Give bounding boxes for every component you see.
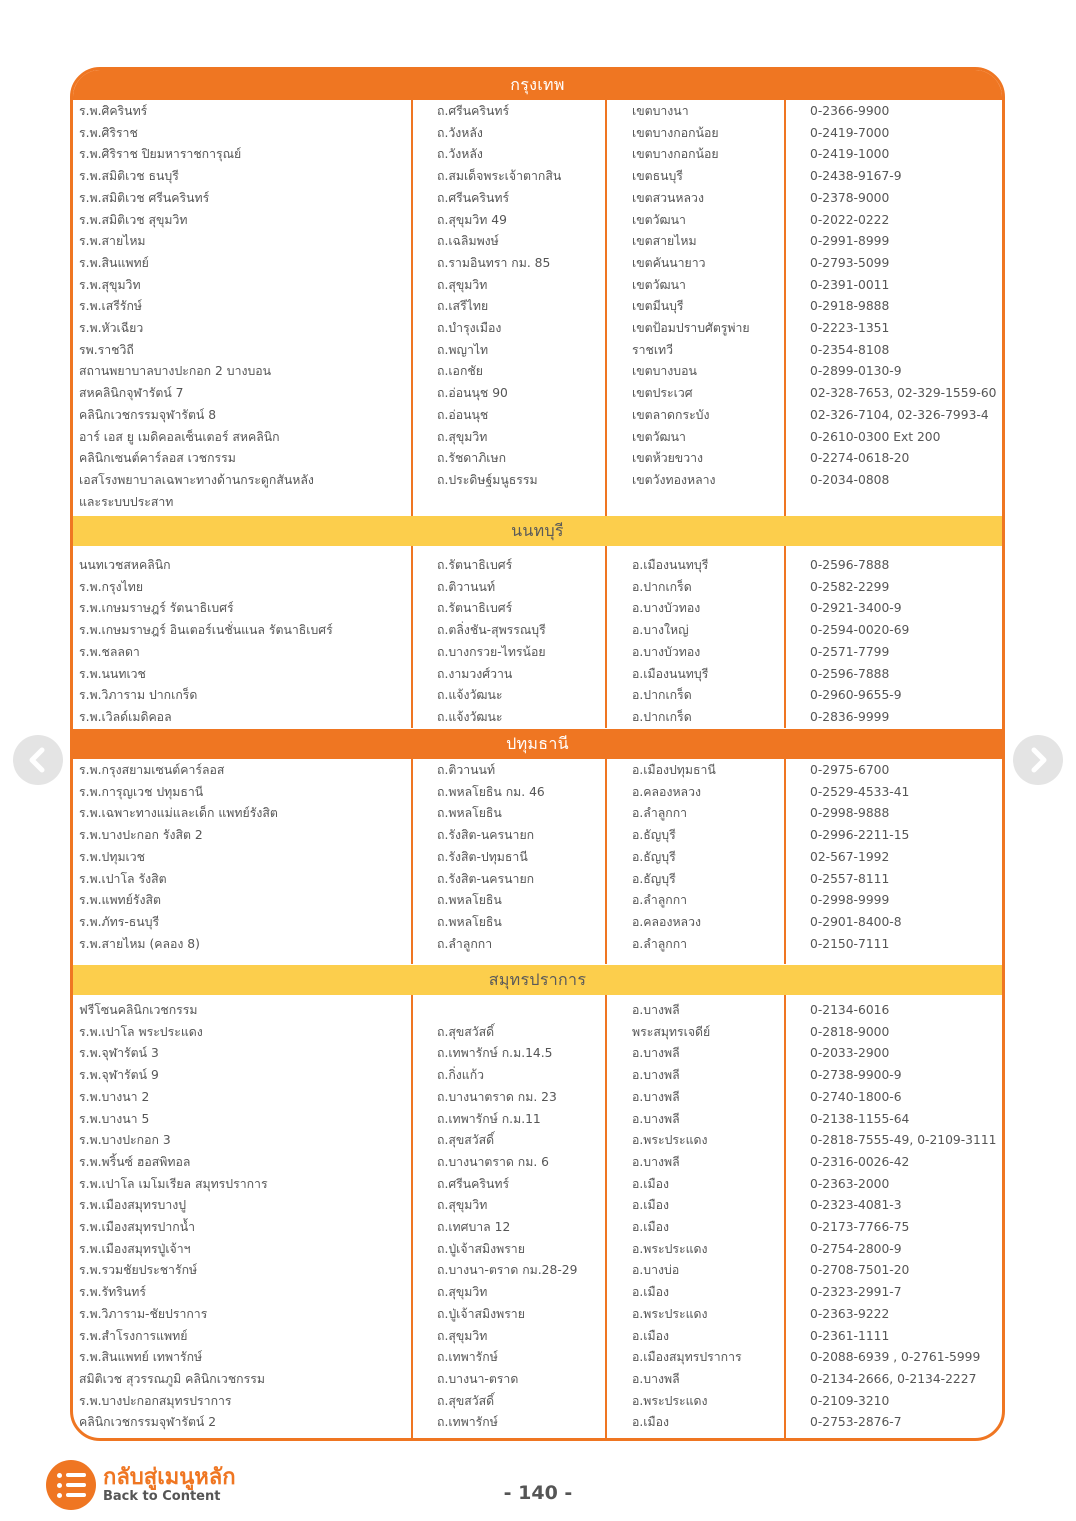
table-row xyxy=(73,275,1002,297)
road: ถ.วังหลัง xyxy=(437,125,483,140)
phone: 0-2173-7766-75 xyxy=(810,1220,910,1234)
hospital-name: สหคลินิกจุฬารัตน์ 7 xyxy=(79,386,184,401)
district: อ.บางพลี xyxy=(632,1003,680,1017)
road: ถ.บางนาตราด กม. 23 xyxy=(437,1089,557,1104)
phone: 0-2998-9999 xyxy=(810,893,890,908)
hospital-name: ร.พ.บางปะกอก 3 xyxy=(79,1133,171,1148)
district: อ.บางบ่อ xyxy=(632,1263,680,1278)
district: อ.เมือง xyxy=(632,1328,669,1343)
hospital-name: ร.พ.ภัทร-ธนบุรี xyxy=(79,914,160,929)
road: ถ.เทพารักษ์ ก.ม.14.5 xyxy=(437,1046,553,1061)
road: ถ.ปู่เจ้าสมิงพราย xyxy=(437,1241,525,1256)
phone: 0-2363-2000 xyxy=(810,1176,890,1191)
road: ถ.อ่อนนุช xyxy=(437,407,489,422)
hospital-name: ร.พ.กรุงไทย xyxy=(79,579,144,594)
phone: 0-2419-1000 xyxy=(810,147,890,162)
district: อ.เมืองนนทบุรี xyxy=(632,666,709,681)
road: ถ.รังสิต-นครนายก xyxy=(437,828,535,843)
road: ถ.เทพารักษ์ ก.ม.11 xyxy=(437,1111,541,1126)
road: ถ.บางนา-ตราด xyxy=(437,1371,519,1386)
hospital-name: ร.พ.เปาโล รังสิต xyxy=(79,871,167,886)
district: อ.บางพลี xyxy=(632,1046,680,1061)
table-row xyxy=(73,869,1002,891)
hospital-name: คลินิกเซนต์คาร์ลอส เวชกรรม xyxy=(79,451,236,466)
district: เขตบางกอกน้อย xyxy=(632,147,719,162)
section-body xyxy=(73,759,1002,964)
phone: 0-2818-9000 xyxy=(810,1024,890,1039)
road: ถ.พหลโยธิน xyxy=(437,893,502,908)
table-row xyxy=(73,664,1002,686)
phone: 0-2899-0130-9 xyxy=(810,364,902,379)
phone: 0-2793-5099 xyxy=(810,255,890,270)
road: ถ.รัชดาภิเษก xyxy=(437,451,507,466)
district: อ.ปากเกร็ด xyxy=(632,688,692,703)
hospital-name: ร.พ.สำโรงการแพทย์ xyxy=(79,1328,188,1343)
phone: 0-2571-7799 xyxy=(810,644,890,659)
table-row xyxy=(73,1260,1002,1282)
hospital-name: ฟรีโซนคลินิกเวชกรรม xyxy=(79,1003,198,1017)
table-row xyxy=(73,123,1002,145)
road: ถ.งามวงศ์วาน xyxy=(437,666,513,681)
table-row xyxy=(73,1130,1002,1152)
road: ถ.ลำลูกกา xyxy=(437,936,493,951)
district: เขตวังทองหลาง xyxy=(632,472,716,487)
section-header: สมุทรปราการ xyxy=(73,965,1002,995)
hospital-name: ร.พ.สินแพทย์ เทพารักษ์ xyxy=(79,1350,203,1365)
district: อ.บางพลี xyxy=(632,1068,680,1083)
district: เขตบางบอน xyxy=(632,364,697,379)
district: พระสมุทรเจดีย์ xyxy=(632,1024,711,1039)
phone: 0-2366-9900 xyxy=(810,104,890,118)
table-row xyxy=(73,825,1002,847)
hospital-name: สมิติเวช สุวรรณภูมิ คลินิกเวชกรรม xyxy=(79,1371,265,1386)
road: ถ.เทพารักษ์ xyxy=(437,1415,498,1430)
phone: 0-2274-0618-20 xyxy=(810,451,910,466)
prev-page-button[interactable] xyxy=(13,735,63,785)
road: ถ.ศรีนครินทร์ xyxy=(437,190,510,205)
road: ถ.รัตนาธิเบศร์ xyxy=(437,601,513,616)
road: ถ.รามอินทรา กม. 85 xyxy=(437,255,551,270)
phone: 0-2138-1155-64 xyxy=(810,1111,910,1126)
district: อ.เมือง xyxy=(632,1198,669,1213)
district: อ.เมือง xyxy=(632,1415,669,1430)
table-row xyxy=(73,803,1002,825)
section-body xyxy=(73,546,1002,728)
phone: 0-2708-7501-20 xyxy=(810,1263,910,1278)
district: อ.ธัญบุรี xyxy=(632,871,676,886)
phone: 0-2996-2211-15 xyxy=(810,828,910,843)
phone: 0-2109-3210 xyxy=(810,1393,890,1408)
hospital-name: ร.พ.บางนา 2 xyxy=(79,1089,150,1104)
table-row xyxy=(73,1347,1002,1369)
phone: 0-2323-4081-3 xyxy=(810,1198,902,1213)
road: ถ.สุขุมวิท 49 xyxy=(437,212,507,227)
section-header: นนทบุรี xyxy=(73,516,1002,546)
section-body xyxy=(73,995,1002,1441)
hospital-name: ร.พ.ปทุมเวช xyxy=(79,849,145,864)
phone: 0-2754-2800-9 xyxy=(810,1241,902,1256)
hospital-name: ร.พ.ศิครินทร์ xyxy=(79,104,148,118)
road: ถ.สุขสวัสดิ์ xyxy=(437,1133,495,1148)
hospital-name: ร.พ.สุขุมวิท xyxy=(79,277,141,292)
hospital-name: คลินิกเวชกรรมจุฬารัตน์ 2 xyxy=(79,1415,217,1430)
hospital-name: ร.พ.บางนา 5 xyxy=(79,1111,150,1126)
table-row xyxy=(73,577,1002,599)
hospital-name: ร.พ.ศิริราช xyxy=(79,125,138,140)
road: ถ.สุขุมวิท xyxy=(437,1285,488,1300)
district: อ.ปากเกร็ด xyxy=(632,709,692,724)
district: เขตธนบุรี xyxy=(632,169,683,184)
table-row xyxy=(73,1174,1002,1196)
table-row xyxy=(73,405,1002,427)
hospital-name: ร.พ.ชลลดา xyxy=(79,644,140,659)
section-header: กรุงเทพ xyxy=(73,70,1002,100)
phone: 0-2753-2876-7 xyxy=(810,1415,902,1430)
phone: 0-2150-7111 xyxy=(810,936,890,951)
district: เขตคันนายาว xyxy=(632,255,706,270)
road: ถ.พหลโยธิน xyxy=(437,914,502,929)
phone: 0-2391-0011 xyxy=(810,277,890,292)
phone: 0-2818-7555-49, 0-2109-3111 xyxy=(810,1133,997,1148)
table-row xyxy=(73,361,1002,383)
hospital-name: ร.พ.เมืองสมุทรบางปู xyxy=(79,1198,187,1213)
hospital-name: ร.พ.สินแพทย์ xyxy=(79,255,149,270)
road: ถ.เทพารักษ์ xyxy=(437,1350,498,1365)
hospital-name: และระบบประสาท xyxy=(79,494,174,509)
phone: 0-2022-0222 xyxy=(810,212,890,227)
hospital-name: ร.พ.บางปะกอกสมุทรปราการ xyxy=(79,1393,232,1408)
hospital-name: ร.พ.เปาโล เมโมเรียล สมุทรปราการ xyxy=(79,1176,268,1191)
table-row xyxy=(73,470,1002,492)
hospital-name: ร.พ.พริ้นซ์ ฮอสพิทอล xyxy=(79,1154,191,1169)
road: ถ.รังสิต-นครนายก xyxy=(437,871,535,886)
table-row xyxy=(73,782,1002,804)
road: ถ.ติวานนท์ xyxy=(437,763,496,777)
district: เขตป้อมปราบศัตรูพ่าย xyxy=(632,321,750,335)
road: ถ.อ่อนนุช 90 xyxy=(437,386,508,401)
hospital-name: ร.พ.รวมชัยประชารักษ์ xyxy=(79,1263,198,1278)
phone: 0-2921-3400-9 xyxy=(810,601,902,616)
district: อ.เมืองปทุมธานี xyxy=(632,763,716,777)
hospital-name: ร.พ.วิภาราม-ชัยปราการ xyxy=(79,1306,208,1321)
district: อ.ธัญบุรี xyxy=(632,849,676,864)
road: ถ.เสรีไทย xyxy=(437,299,489,314)
table-row xyxy=(73,1326,1002,1348)
hospital-name: ร.พ.เฉพาะทางแม่และเด็ก แพทย์รังสิต xyxy=(79,806,278,821)
table-row xyxy=(73,1282,1002,1304)
page-number: - 140 - xyxy=(503,1482,573,1504)
table-row xyxy=(73,253,1002,275)
chevron-left-icon xyxy=(25,747,51,773)
district: อ.เมือง xyxy=(632,1285,669,1300)
road: ถ.บางนาตราด กม. 6 xyxy=(437,1154,549,1169)
table-row xyxy=(73,1195,1002,1217)
hospital-name: ร.พ.แพทย์รังสิต xyxy=(79,893,161,908)
phone: 02-567-1992 xyxy=(810,849,890,864)
table-row xyxy=(73,340,1002,362)
back-to-menu-link[interactable]: กลับสู่เมนูหลัก xyxy=(103,1465,236,1490)
district: เขตมีนบุรี xyxy=(632,299,684,314)
phone: 0-2594-0020-69 xyxy=(810,623,910,638)
phone: 0-2323-2991-7 xyxy=(810,1285,902,1300)
road: ถ.พหลโยธิน กม. 46 xyxy=(437,784,545,799)
table-row xyxy=(73,847,1002,869)
road: ถ.สุขุมวิท xyxy=(437,1198,488,1213)
phone: 02-328-7653, 02-329-1559-60 xyxy=(810,386,997,401)
hospital-name: ร.พ.เมืองสมุทรปู่เจ้าฯ xyxy=(79,1241,191,1256)
road: ถ.บำรุงเมือง xyxy=(437,321,502,335)
table-row xyxy=(73,934,1002,956)
hospital-name: ร.พ.วิภาราม ปากเกร็ด xyxy=(79,688,198,703)
road: ถ.เอกชัย xyxy=(437,364,483,379)
district: อ.บางพลี xyxy=(632,1111,680,1126)
hospital-name: สถานพยาบาลบางปะกอก 2 บางบอน xyxy=(79,364,272,379)
district: อ.ลำลูกกา xyxy=(632,936,688,951)
road: ถ.ประดิษฐ์มนูธรรม xyxy=(437,472,538,487)
district: เขตบางนา xyxy=(632,104,689,118)
district: เขตวัฒนา xyxy=(632,212,686,227)
table-row xyxy=(73,620,1002,642)
phone: 02-326-7104, 02-326-7993-4 xyxy=(810,407,989,422)
hospital-name: อาร์ เอส ยู เมดิคอลเซ็นเตอร์ สหคลินิก xyxy=(79,429,280,444)
phone: 0-2438-9167-9 xyxy=(810,169,902,184)
district: อ.พระประแดง xyxy=(632,1133,708,1148)
chevron-right-icon xyxy=(1025,747,1051,773)
table-row xyxy=(73,144,1002,166)
table-row xyxy=(73,210,1002,232)
district: อ.ธัญบุรี xyxy=(632,828,676,843)
hospital-name: ร.พ.สมิติเวช ศรีนครินทร์ xyxy=(79,190,210,205)
phone: 0-2088-6939 , 0-2761-5999 xyxy=(810,1350,981,1365)
district: อ.บางพลี xyxy=(632,1154,680,1169)
phone: 0-2901-8400-8 xyxy=(810,914,902,929)
district: อ.บางบัวทอง xyxy=(632,644,701,659)
table-row xyxy=(73,707,1002,729)
road: ถ.สุขสวัสดิ์ xyxy=(437,1024,495,1039)
road: ถ.วังหลัง xyxy=(437,147,483,162)
hospital-table-frame xyxy=(70,67,1005,1441)
district: เขตบางกอกน้อย xyxy=(632,125,719,140)
table-row xyxy=(73,1369,1002,1391)
table-row xyxy=(73,166,1002,188)
district: อ.เมือง xyxy=(632,1220,669,1234)
district: อ.เมือง xyxy=(632,1176,669,1191)
hospital-name: ร.พ.สมิติเวช สุขุมวิท xyxy=(79,212,188,227)
hospital-name: ร.พ.สายไหม (คลอง 8) xyxy=(79,936,200,951)
table-row xyxy=(73,188,1002,210)
phone: 0-2529-4533-41 xyxy=(810,784,910,799)
table-row xyxy=(73,1217,1002,1239)
hospital-name: ร.พ.เสรีรักษ์ xyxy=(79,299,142,314)
district: เขตประเวศ xyxy=(632,386,693,401)
phone: 0-2596-7888 xyxy=(810,666,890,681)
table-row xyxy=(73,231,1002,253)
road: ถ.รังสิต-ปทุมธานี xyxy=(437,849,528,864)
district: อ.บางใหญ่ xyxy=(632,623,689,638)
road: ถ.พหลโยธิน xyxy=(437,806,502,821)
road: ถ.ติวานนท์ xyxy=(437,579,496,594)
table-row xyxy=(73,642,1002,664)
hospital-name: ร.พ.สมิติเวช ธนบุรี xyxy=(79,169,179,184)
hospital-name: ร.พ.เวิลด์เมดิคอล xyxy=(79,709,172,724)
road: ถ.แจ้งวัฒนะ xyxy=(437,709,503,724)
hospital-name: ร.พ.รัทรินทร์ xyxy=(79,1285,146,1300)
phone: 0-2557-8111 xyxy=(810,871,890,886)
table-row xyxy=(73,101,1002,123)
phone: 0-2836-9999 xyxy=(810,709,890,724)
district: อ.พระประแดง xyxy=(632,1241,708,1256)
phone: 0-2960-9655-9 xyxy=(810,688,902,703)
road: ถ.กิ่งแก้ว xyxy=(437,1068,485,1083)
hospital-name: ร.พ.นนทเวช xyxy=(79,666,146,681)
road: ถ.เฉลิมพงษ์ xyxy=(437,234,499,249)
hospital-name: ร.พ.การุญเวช ปทุมธานี xyxy=(79,784,204,799)
road: ถ.รัตนาธิเบศร์ xyxy=(437,558,513,572)
hospital-name: ร.พ.เกษมราษฎร์ รัตนาธิเบศร์ xyxy=(79,601,234,616)
hospital-name: เอสโรงพยาบาลเฉพาะทางด้านกระดูกสันหลัง xyxy=(79,472,314,487)
road: ถ.บางกรวย-ไทรน้อย xyxy=(437,644,546,659)
road: ถ.สุขสวัสดิ์ xyxy=(437,1393,495,1408)
table-row xyxy=(73,1152,1002,1174)
district: อ.บางพลี xyxy=(632,1089,680,1104)
district: เขตสายไหม xyxy=(632,234,697,249)
district: เขตวัฒนา xyxy=(632,429,686,444)
table-row xyxy=(73,1412,1002,1434)
phone: 0-2610-0300 Ext 200 xyxy=(810,429,941,444)
phone: 0-2134-6016 xyxy=(810,1003,890,1017)
hospital-name: ร.พ.ศิริราช ปิยมหาราชการุณย์ xyxy=(79,147,242,162)
phone: 0-2378-9000 xyxy=(810,190,890,205)
district: อ.ปากเกร็ด xyxy=(632,579,692,594)
table-row xyxy=(73,1391,1002,1413)
hospital-name: ร.พ.จุฬารัตน์ 9 xyxy=(79,1068,159,1083)
district: เขตวัฒนา xyxy=(632,277,686,292)
table-row xyxy=(73,598,1002,620)
table-row xyxy=(73,492,1002,514)
phone: 0-2361-1111 xyxy=(810,1328,890,1343)
phone: 0-2991-8999 xyxy=(810,234,890,249)
road: ถ.สุขุมวิท xyxy=(437,277,488,292)
hospital-name: ร.พ.จุฬารัตน์ 3 xyxy=(79,1046,159,1061)
hospital-name: ร.พ.เมืองสมุทรปากน้ำ xyxy=(79,1220,196,1234)
hospital-name: ร.พ.หัวเฉียว xyxy=(79,321,144,335)
table-row xyxy=(73,1109,1002,1131)
district: อ.พระประแดง xyxy=(632,1306,708,1321)
road: ถ.ปู่เจ้าสมิงพราย xyxy=(437,1306,525,1321)
table-row xyxy=(73,1304,1002,1326)
phone: 0-2998-9888 xyxy=(810,806,890,821)
district: เขตลาดกระบัง xyxy=(632,407,710,422)
phone: 0-2740-1800-6 xyxy=(810,1089,902,1104)
table-row xyxy=(73,1239,1002,1261)
table-row xyxy=(73,1065,1002,1087)
section-header: ปทุมธานี xyxy=(73,729,1002,759)
phone: 0-2363-9222 xyxy=(810,1306,890,1321)
district: อ.พระประแดง xyxy=(632,1393,708,1408)
table-row xyxy=(73,1000,1002,1022)
table-row xyxy=(73,427,1002,449)
hospital-name: ร.พ.กรุงสยามเซนต์คาร์ลอส xyxy=(79,763,225,777)
district: อ.ลำลูกกา xyxy=(632,806,688,821)
phone: 0-2033-2900 xyxy=(810,1046,890,1061)
road: ถ.สมเด็จพระเจ้าตากสิน xyxy=(437,169,562,184)
district: อ.ลำลูกกา xyxy=(632,893,688,908)
district: อ.บางบัวทอง xyxy=(632,601,701,616)
table-row xyxy=(73,448,1002,470)
table-row xyxy=(73,912,1002,934)
phone: 0-2738-9900-9 xyxy=(810,1068,902,1083)
district: อ.บางพลี xyxy=(632,1371,680,1386)
table-row xyxy=(73,760,1002,782)
district: อ.คลองหลวง xyxy=(632,914,701,929)
road: ถ.เทศบาล 12 xyxy=(437,1220,511,1234)
section-body xyxy=(73,100,1002,532)
phone: 0-2134-2666, 0-2134-2227 xyxy=(810,1371,977,1386)
road: ถ.พญาไท xyxy=(437,342,489,357)
table-row xyxy=(73,685,1002,707)
phone: 0-2582-2299 xyxy=(810,579,890,594)
table-row xyxy=(73,383,1002,405)
hospital-name: ร.พ.สายไหม xyxy=(79,234,146,249)
road: ถ.สุขุมวิท xyxy=(437,429,488,444)
road: ถ.สุขุมวิท xyxy=(437,1328,488,1343)
phone: 0-2354-8108 xyxy=(810,342,890,357)
table-row xyxy=(73,555,1002,577)
table-row xyxy=(73,318,1002,340)
district: เขตห้วยขวาง xyxy=(632,451,704,466)
hospital-name: ร.พ.บางปะกอก รังสิต 2 xyxy=(79,828,203,843)
road: ถ.ตลิ่งชัน-สุพรรณบุรี xyxy=(437,623,546,638)
table-row xyxy=(73,1043,1002,1065)
hospital-name: ร.พ.เปาโล พระประแดง xyxy=(79,1024,203,1039)
road: ถ.ศรีนครินทร์ xyxy=(437,1176,510,1191)
menu-icon[interactable] xyxy=(46,1460,96,1510)
table-row xyxy=(73,1087,1002,1109)
road: ถ.บางนา-ตราด กม.28-29 xyxy=(437,1263,578,1278)
hospital-name: คลินิกเวชกรรมจุฬารัตน์ 8 xyxy=(79,407,217,422)
next-page-button[interactable] xyxy=(1013,735,1063,785)
phone: 0-2419-7000 xyxy=(810,125,890,140)
district: อ.เมืองนนทบุรี xyxy=(632,558,709,572)
back-to-content-label: Back to Content xyxy=(103,1489,221,1504)
district: อ.คลองหลวง xyxy=(632,784,701,799)
phone: 0-2596-7888 xyxy=(810,558,890,572)
phone: 0-2975-6700 xyxy=(810,763,890,777)
phone: 0-2223-1351 xyxy=(810,321,890,335)
district: ราชเทวี xyxy=(632,342,674,357)
hospital-name: นนทเวชสหคลินิก xyxy=(79,558,171,572)
table-row xyxy=(73,296,1002,318)
district: อ.เมืองสมุทรปราการ xyxy=(632,1350,742,1365)
road: ถ.แจ้งวัฒนะ xyxy=(437,688,503,703)
table-row xyxy=(73,890,1002,912)
hospital-name: รพ.ราชวิถี xyxy=(79,342,134,357)
phone: 0-2316-0026-42 xyxy=(810,1154,910,1169)
table-row xyxy=(73,1022,1002,1044)
district: เขตสวนหลวง xyxy=(632,190,704,205)
phone: 0-2918-9888 xyxy=(810,299,890,314)
hospital-name: ร.พ.เกษมราษฎร์ อินเตอร์เนชั่นแนล รัตนาธิเบศร์ xyxy=(79,623,333,638)
road: ถ.ศรีนครินทร์ xyxy=(437,104,510,118)
phone: 0-2034-0808 xyxy=(810,472,890,487)
